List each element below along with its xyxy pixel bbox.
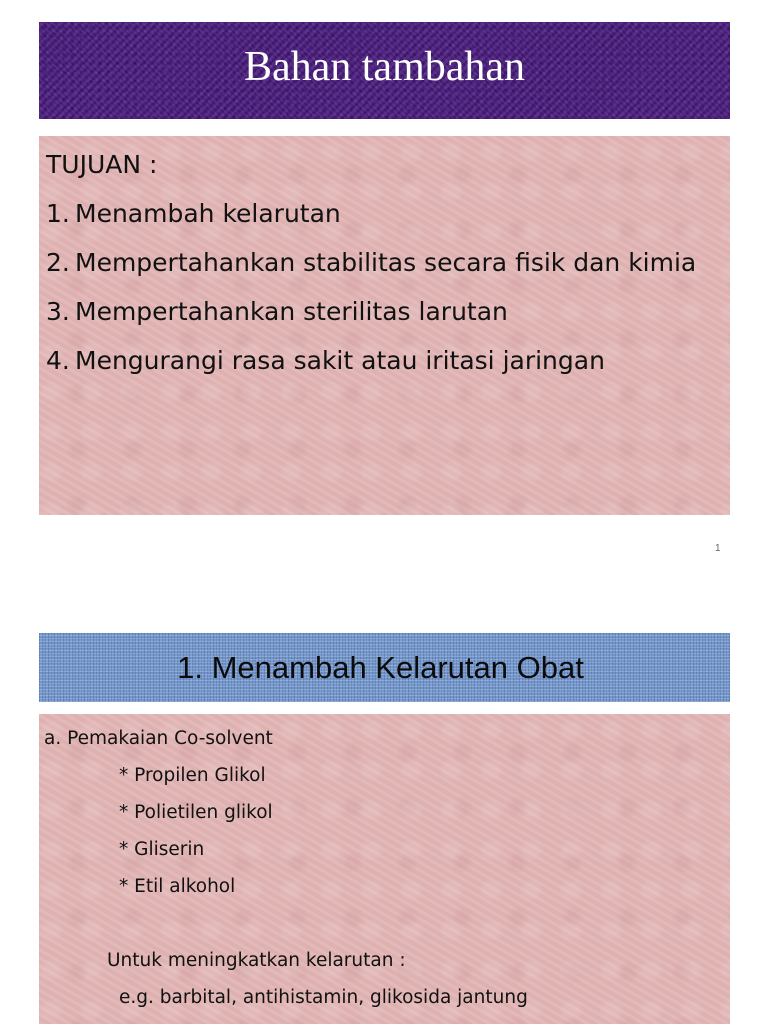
list-item: [46, 242, 720, 283]
list-item: [46, 193, 720, 234]
list-item-number: 3.: [46, 297, 70, 326]
purpose-text: Untuk meningkatkan kelarutan :: [107, 950, 406, 971]
section-heading: a. Pemakaian Co-solvent: [44, 728, 273, 749]
list-item-text: Mempertahankan stabilitas secara fisik dan kimia: [75, 248, 697, 277]
example-text: e.g. barbital, antihistamin, glikosida jantung: [119, 987, 528, 1008]
slide2-body-panel: [39, 714, 730, 1024]
slide1-title-banner: [39, 22, 730, 119]
slide2-content: [44, 720, 720, 1016]
spacer: [44, 905, 720, 942]
slide1-list: [46, 193, 720, 381]
list-item: * Propilen Glikol: [119, 765, 266, 786]
list-item-number: 1.: [46, 199, 70, 228]
list-item-text: Mengurangi rasa sakit atau iritasi jaringan: [75, 346, 605, 375]
slide1-heading: TUJUAN :: [46, 150, 158, 179]
list-item-number: 4.: [46, 346, 70, 375]
list-item: [46, 340, 720, 381]
list-item: [46, 291, 720, 332]
slide1-content: [46, 144, 720, 389]
slide1-title: Bahan tambahan: [243, 43, 526, 90]
slide2-title-banner: [39, 633, 730, 702]
list-item-text: Mempertahankan sterilitas larutan: [75, 297, 508, 326]
list-item-number: 2.: [46, 248, 70, 277]
page-number: 1: [715, 543, 721, 554]
list-item-text: Menambah kelarutan: [75, 199, 341, 228]
list-item: * Polietilen glikol: [119, 802, 273, 823]
slide2-title: 1. Menambah Kelarutan Obat: [177, 649, 584, 685]
list-item: * Etil alkohol: [119, 876, 236, 897]
slide1-body-panel: [39, 136, 730, 515]
list-item: * Gliserin: [119, 839, 205, 860]
